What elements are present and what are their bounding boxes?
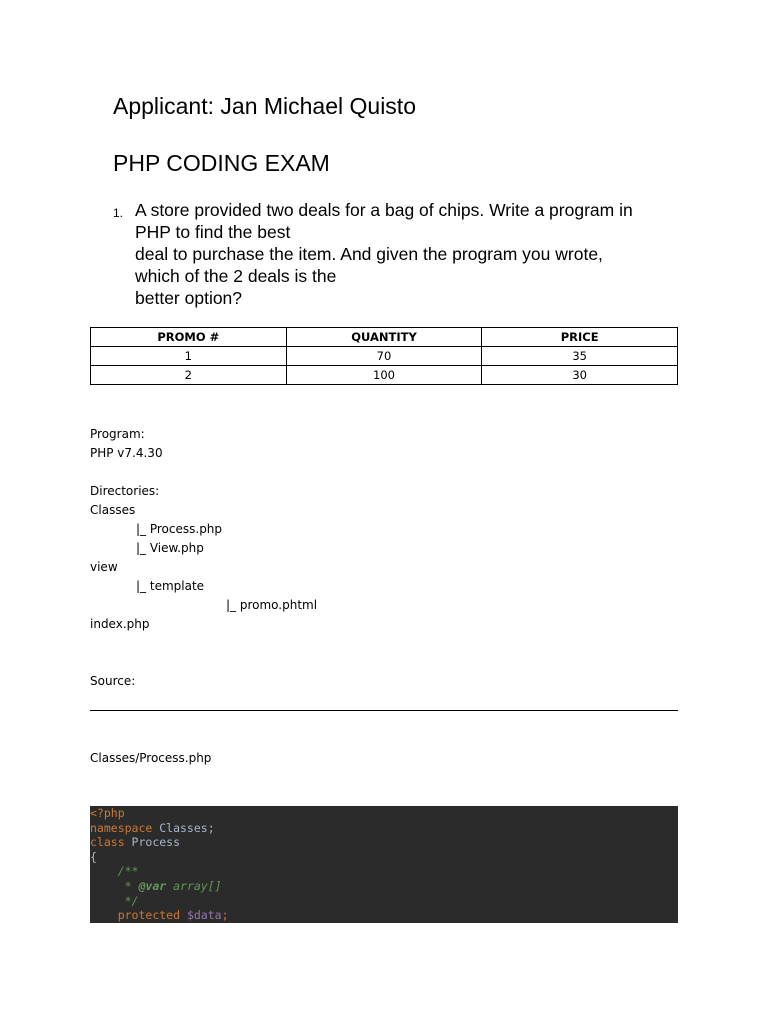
source-label: Source: — [90, 674, 136, 688]
dir-promo-phtml: |_ promo.phtml — [226, 598, 318, 612]
table-header-row — [91, 328, 678, 347]
dir-index-php: index.php — [90, 617, 150, 631]
table-row — [91, 366, 678, 385]
cell-promo: 1 — [91, 347, 287, 366]
directories-label: Directories: — [90, 484, 160, 498]
dir-process-php: |_ Process.php — [136, 522, 223, 536]
header-price: PRICE — [482, 328, 678, 347]
cell-price: 30 — [482, 366, 678, 385]
cell-quantity: 100 — [286, 366, 482, 385]
semicolon: ; — [221, 908, 229, 923]
code-line — [90, 821, 678, 836]
dir-classes: Classes — [90, 503, 136, 517]
question-line: deal to purchase the item. And given the program you wrote, — [135, 244, 603, 264]
namespace-keyword: namespace — [90, 820, 153, 835]
class-name: Process — [124, 835, 181, 850]
code-block — [90, 806, 678, 923]
applicant-name: Applicant: Jan Michael Quisto — [113, 93, 416, 119]
code-line — [90, 850, 678, 865]
header-quantity: QUANTITY — [286, 328, 482, 347]
source-file-label: Classes/Process.php — [90, 751, 212, 765]
program-version: PHP v7.4.30 — [90, 446, 163, 460]
question-line: A store provided two deals for a bag of chips. Write a program in — [135, 200, 633, 220]
data-property: $data — [180, 908, 222, 923]
doc-comment-star: * — [90, 878, 139, 893]
doc-var-type: array[] — [166, 878, 222, 893]
cell-promo: 2 — [91, 366, 287, 385]
exam-title: PHP CODING EXAM — [113, 150, 330, 176]
namespace-name: Classes; — [152, 820, 215, 835]
code-line — [90, 835, 678, 850]
code-line — [90, 908, 678, 923]
code-line — [90, 806, 678, 821]
promo-table — [90, 327, 678, 385]
dir-view-php: |_ View.php — [136, 541, 204, 555]
class-keyword: class — [90, 835, 125, 850]
code-line — [90, 894, 678, 909]
cell-quantity: 70 — [286, 347, 482, 366]
question-text — [135, 199, 695, 309]
dir-template: |_ template — [136, 579, 205, 593]
dir-view: view — [90, 560, 118, 574]
php-open-tag: <?php — [90, 806, 125, 820]
question-number: 1. — [113, 206, 124, 220]
doc-var-tag: @var — [138, 878, 167, 893]
doc-comment-close: */ — [90, 893, 139, 908]
cell-price: 35 — [482, 347, 678, 366]
program-label: Program: — [90, 427, 145, 441]
question-line: PHP to find the best — [135, 222, 291, 242]
protected-keyword: protected — [117, 908, 181, 923]
code-line — [90, 879, 678, 894]
code-line — [90, 864, 678, 879]
question-line: which of the 2 deals is the — [135, 266, 337, 286]
table-row — [91, 347, 678, 366]
open-brace: { — [90, 849, 97, 864]
section-divider — [90, 710, 678, 711]
header-promo: PROMO # — [91, 328, 287, 347]
doc-comment-open: /** — [90, 864, 139, 879]
question-line: better option? — [135, 288, 243, 308]
code-indent — [90, 908, 118, 922]
